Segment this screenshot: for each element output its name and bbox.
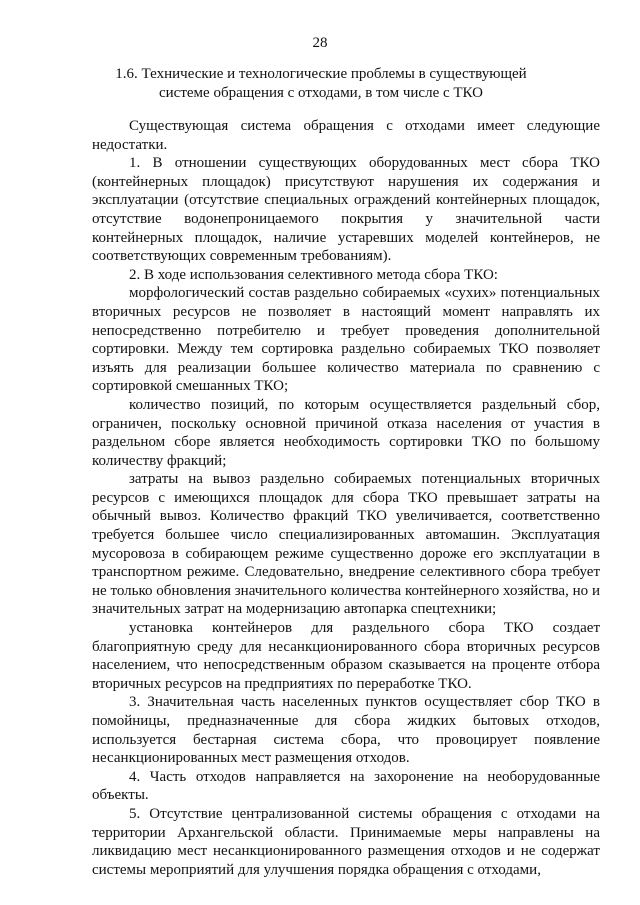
paragraph: количество позиций, по которым осуществляется раздельный сбор, ограничен, поскольку основной причиной отказа населения от участия в раздельном сборе является необходимость сортировки ТКО по большому количеству фракций; — [92, 396, 600, 469]
paragraph: 3. Значительная часть населенных пунктов осуществляет сбор ТКО в помойницы, предназначенные для сбора жидких бытовых отходов, используется бестарная система сбора, что провоцирует появление несанкционированных мест размещения отходов. — [92, 694, 600, 767]
body-text — [92, 117, 600, 879]
paragraph: 1. В отношении существующих оборудованных мест сбора ТКО (контейнерных площадок) присутствуют нарушения их содержания и эксплуатации (отсутствие специальных ограждений контейнерных площадок, отсутствие водонепроницаемого покрытия у значительной части контейнерных площадок, наличие устаревших моделей контейнеров, не соответствующих современным требованиям). — [92, 155, 600, 265]
paragraph: 2. В ходе использования селективного метода сбора ТКО: — [129, 266, 498, 283]
paragraph: затраты на вывоз раздельно собираемых потенциальных вторичных ресурсов с имеющихся площадок для сбора ТКО превышает затраты на обычный вывоз. Количество фракций ТКО увеличивается, соответственно требуется большее число специализированных автомашин. Эксплуатация мусоровоза в собирающем режиме существенно дороже его эксплуатации в транспортном режиме. Следовательно, внедрение селективного сбора требует не только обновления значительного количества контейнерного хозяйства, но и значительных затрат на модернизацию автопарка спецтехники; — [92, 471, 600, 618]
page-number: 28 — [312, 35, 328, 51]
section-heading: 1.6. Технические и технологические проблемы в существующей системе обращения с отходами, в том числе с ТКО — [115, 66, 527, 101]
paragraph: морфологический состав раздельно собираемых «сухих» потенциальных вторичных ресурсов не позволяет в настоящий момент направлять их непосредственно потребителю и требует проведения дополнительной сортировки. Между тем сортировка раздельно собираемых ТКО позволяет изъять для реализации большее количество материала по сравнению с сортировкой смешанных ТКО; — [92, 285, 600, 395]
paragraph: 4. Часть отходов направляется на захоронение на необорудованные объекты. — [92, 768, 600, 804]
paragraph: Существующая система обращения с отходами имеет следующие недостатки. — [92, 118, 600, 153]
paragraph: 5. Отсутствие централизованной системы обращения с отходами на территории Архангельской области. Принимаемые меры направлены на ликвидацию мест несанкционированного размещения отходов и не содержат системы мероприятий для улучшения порядка обращения с отходами, — [92, 805, 600, 878]
paragraph: установка контейнеров для раздельного сбора ТКО создает благоприятную среду для несанкционированного сбора вторичных ресурсов населением, что непосредственным образом сказывается на проценте отбора вторичных ресурсов на предприятиях по переработке ТКО. — [92, 620, 600, 692]
